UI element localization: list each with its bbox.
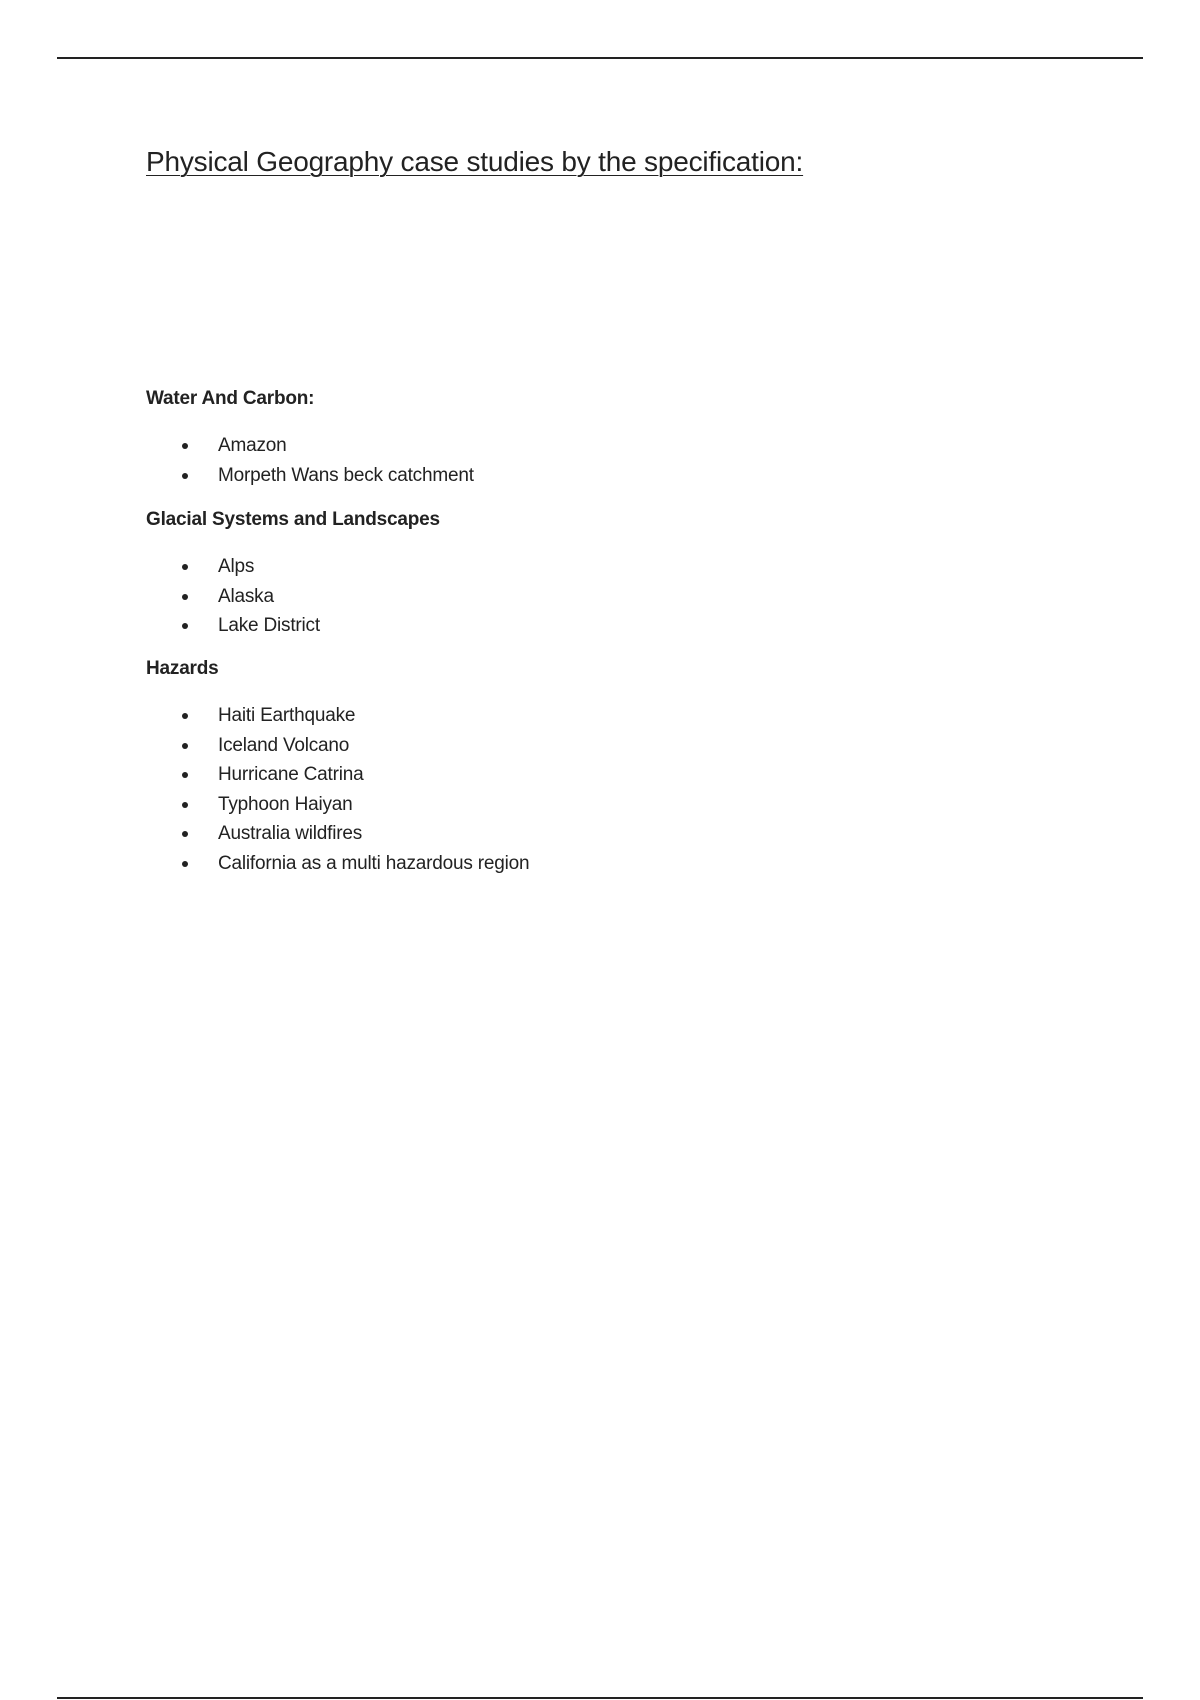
list-item-label: Lake District: [218, 615, 320, 636]
bullet-icon: [182, 743, 188, 749]
list-item-label: Amazon: [218, 435, 287, 456]
bullet-icon: [182, 713, 188, 719]
list-item-label: Alps: [218, 556, 255, 577]
list-item-label: Morpeth Wans beck catchment: [218, 464, 474, 486]
list-item-label: Iceland Volcano: [218, 734, 350, 756]
bullet-icon: [182, 861, 188, 867]
page-title: Physical Geography case studies by the specification:: [146, 146, 804, 177]
list-item: [146, 701, 1046, 731]
bullet-icon: [182, 772, 188, 778]
bullet-icon: [182, 443, 188, 449]
list-item-label: Hurricane Catrina: [218, 764, 364, 785]
header-rule: [57, 57, 1143, 59]
list-item: [146, 611, 1046, 641]
list-item: [146, 731, 1046, 761]
bullet-icon: [182, 564, 188, 570]
bullet-list: [146, 552, 1046, 641]
section-hazards: [146, 656, 1046, 878]
bullet-icon: [182, 623, 188, 629]
bullet-list: [146, 431, 1046, 490]
list-item: [146, 849, 1046, 879]
section-water-and-carbon: [146, 386, 1046, 490]
list-item-label: Haiti Earthquake: [218, 705, 356, 726]
section-heading: Water And Carbon:: [146, 388, 315, 409]
list-item: [146, 760, 1046, 790]
bullet-list: [146, 701, 1046, 878]
footer-rule: [57, 1697, 1143, 1699]
section-glacial-systems: [146, 507, 1046, 641]
list-item-label: Alaska: [218, 585, 274, 607]
bullet-icon: [182, 594, 188, 600]
list-item: [146, 461, 1046, 491]
section-heading: Glacial Systems and Landscapes: [146, 509, 440, 530]
bullet-icon: [182, 831, 188, 837]
list-item-label: Australia wildfires: [218, 823, 363, 844]
list-item: [146, 582, 1046, 612]
list-item: [146, 790, 1046, 820]
section-heading: Hazards: [146, 658, 219, 679]
bullet-icon: [182, 473, 188, 479]
list-item-label: California as a multi hazardous region: [218, 852, 530, 874]
list-item: [146, 552, 1046, 582]
list-item-label: Typhoon Haiyan: [218, 793, 353, 815]
list-item: [146, 819, 1046, 849]
list-item: [146, 431, 1046, 461]
bullet-icon: [182, 802, 188, 808]
